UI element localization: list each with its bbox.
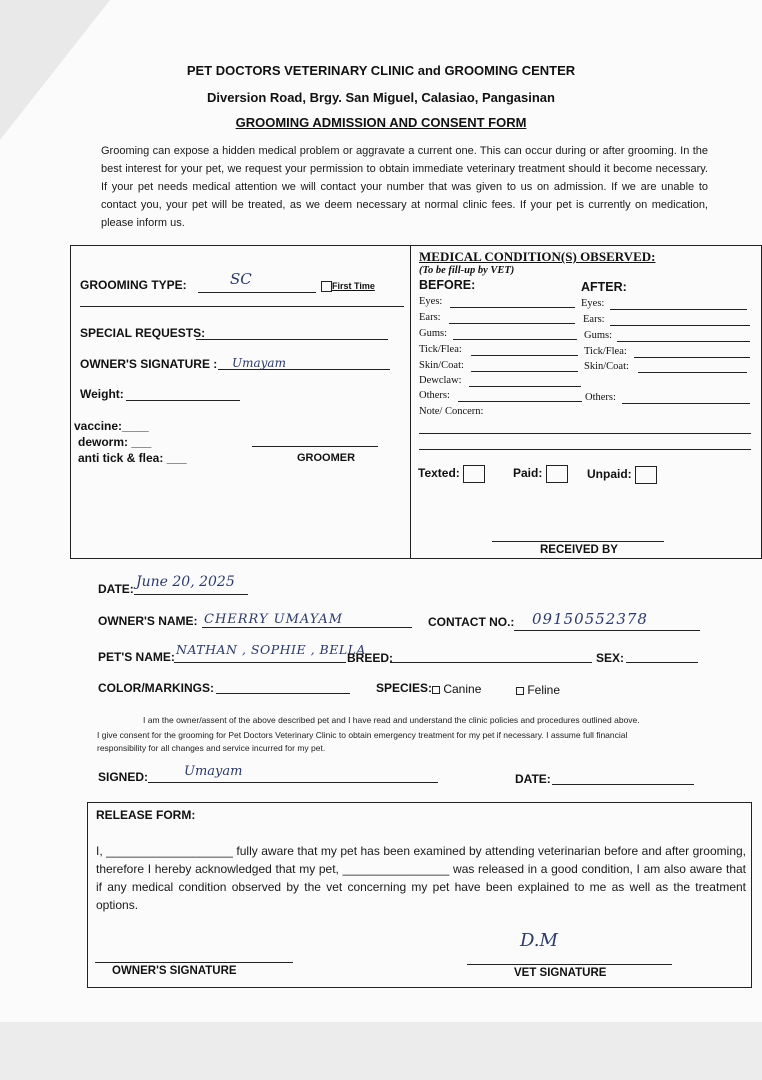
after-eyes-label: Eyes: xyxy=(581,298,605,309)
consent-line-3: responsibility for all changes and service incurred for my pet. xyxy=(97,743,326,753)
special-requests-label: SPECIAL REQUESTS: xyxy=(80,326,206,340)
signed-value[interactable]: Umayam xyxy=(184,764,243,779)
weight-line xyxy=(126,400,240,401)
paid-field[interactable] xyxy=(513,465,568,483)
after-tickflea-line xyxy=(634,357,750,358)
before-dewclaw-line xyxy=(469,386,581,387)
first-time-label: First Time xyxy=(332,281,375,291)
contact-label: CONTACT NO.: xyxy=(428,615,515,629)
species-feline-option[interactable] xyxy=(516,683,560,697)
color-markings-line xyxy=(216,693,350,694)
pet-name-value[interactable]: NATHAN , SOPHIE , BELLA xyxy=(176,642,366,657)
note-concern-label: Note/ Concern: xyxy=(419,406,484,417)
texted-label: Texted: xyxy=(418,466,460,481)
before-tickflea-label: Tick/Flea: xyxy=(419,344,462,355)
signed-line xyxy=(148,782,438,783)
clinic-name: PET DOCTORS VETERINARY CLINIC and GROOMING CENTER xyxy=(186,63,576,78)
vet-signature-line xyxy=(467,964,672,965)
texted-field[interactable] xyxy=(418,465,485,483)
before-tickflea-line xyxy=(471,355,578,356)
consent-line-2: I give consent for the grooming for Pet Doctors Veterinary Clinic to obtain emergency treatment for my pet if necessary. I assume full financial xyxy=(97,730,628,740)
after-eyes-line xyxy=(610,309,747,310)
medical-title: MEDICAL CONDITION(S) OBSERVED: xyxy=(419,249,656,264)
clinic-address: Diversion Road, Brgy. San Miguel, Calasiao, Pangasinan xyxy=(207,90,555,105)
contact-line xyxy=(514,630,700,631)
after-others-line xyxy=(622,403,750,404)
intro-paragraph: Grooming can expose a hidden medical problem or aggravate a current one. This can occur during or after grooming. In the best interest for your pet, we request your permission to obtain immediate veterinary treatment should it become necessary. If your pet needs medical attention we will contact your number that was given to us on admission. If we are unable to contact you, your pet will be treated, as we deem necessary at normal clinic fees. If your pet is currently on medication, please inform us. xyxy=(101,145,708,229)
consent-line-1: I am the owner/assent of the above described pet and I have read and understand the clinic policies and procedures outlined above. xyxy=(143,715,640,725)
after-skincoat-line xyxy=(638,372,747,373)
received-by-line xyxy=(492,541,664,542)
before-gums-line xyxy=(453,339,577,340)
species-label: SPECIES: xyxy=(376,681,433,695)
weight-label: Weight: xyxy=(80,387,124,401)
breed-line xyxy=(390,662,592,663)
color-markings-label: COLOR/MARKINGS: xyxy=(98,681,214,695)
before-dewclaw-label: Dewclaw: xyxy=(419,375,462,386)
panel-divider xyxy=(410,245,411,559)
signed-label: SIGNED: xyxy=(98,770,149,784)
vet-signature-label: VET SIGNATURE xyxy=(514,967,607,979)
after-skincoat-label: Skin/Coat: xyxy=(584,361,629,372)
unpaid-label: Unpaid: xyxy=(587,467,632,482)
species-canine-option[interactable] xyxy=(432,682,481,696)
pet-name-line xyxy=(174,662,346,663)
groomer-line xyxy=(252,446,378,447)
special-requests-line xyxy=(196,339,388,340)
after-tickflea-label: Tick/Flea: xyxy=(584,346,627,357)
canine-checkbox-icon[interactable] xyxy=(432,686,440,694)
release-title: RELEASE FORM: xyxy=(96,808,196,822)
feline-label: Feline xyxy=(527,683,561,697)
owner-name-value[interactable]: CHERRY UMAYAM xyxy=(204,612,344,627)
before-label: BEFORE: xyxy=(419,278,476,292)
feline-checkbox-icon[interactable] xyxy=(516,687,524,695)
deworm-label: deworm: ___ xyxy=(78,435,152,449)
before-ears-line xyxy=(449,323,575,324)
after-ears-line xyxy=(610,325,750,326)
after-ears-label: Ears: xyxy=(583,314,605,325)
after-gums-line xyxy=(617,341,750,342)
breed-label: BREED: xyxy=(347,651,394,665)
before-skincoat-label: Skin/Coat: xyxy=(419,360,464,371)
note-line-2 xyxy=(419,449,751,450)
paid-checkbox-icon[interactable] xyxy=(546,465,568,483)
grooming-type-line xyxy=(198,292,316,293)
owner-name-label: OWNER'S NAME: xyxy=(98,614,198,628)
vaccine-label: vaccine:____ xyxy=(74,419,149,433)
unpaid-field[interactable] xyxy=(587,466,657,484)
groomer-label: GROOMER xyxy=(297,452,356,464)
before-eyes-line xyxy=(450,307,575,308)
date-line xyxy=(134,594,248,595)
received-by-label: RECEIVED BY xyxy=(540,544,618,556)
release-body: I, ___________________ fully aware that my pet has been examined by attending veterinarian before and after grooming, therefore I hereby acknowledged that my pet, ________________ was released in a good condition, I am also aware that if any medical condition observed by the vet concerning my pet have been explained to me as well as the treatment options. xyxy=(96,844,746,912)
sex-line xyxy=(626,662,698,663)
anti-tick-label: anti tick & flea: ___ xyxy=(78,451,187,465)
canine-label: Canine xyxy=(443,682,482,696)
pet-name-label: PET'S NAME: xyxy=(98,650,175,664)
vet-signature-value[interactable]: D.M xyxy=(520,930,558,951)
paid-label: Paid: xyxy=(513,466,543,481)
consent-date-line xyxy=(552,784,694,785)
after-gums-label: Gums: xyxy=(584,330,613,341)
before-others-label: Others: xyxy=(419,390,450,401)
after-others-label: Others: xyxy=(585,392,616,403)
admission-box xyxy=(70,245,762,559)
texted-checkbox-icon[interactable] xyxy=(463,465,485,483)
medical-subtitle: (To be fill-up by VET) xyxy=(419,265,515,276)
sex-label: SEX: xyxy=(596,651,625,665)
date-label: DATE: xyxy=(98,582,134,596)
after-label: AFTER: xyxy=(581,280,627,294)
owner-name-line xyxy=(202,627,412,628)
before-ears-label: Ears: xyxy=(419,312,441,323)
scan-bottom-edge xyxy=(0,1022,762,1080)
before-skincoat-line xyxy=(471,371,578,372)
grooming-extra-line xyxy=(80,306,404,307)
consent-date-label: DATE: xyxy=(515,772,551,786)
owner-signature-label: OWNER'S SIGNATURE : xyxy=(80,357,218,371)
grooming-type-label: GROOMING TYPE: xyxy=(80,278,187,292)
unpaid-checkbox-icon[interactable] xyxy=(635,466,657,484)
owner-signature-value[interactable]: Umayam xyxy=(232,356,286,370)
before-gums-label: Gums: xyxy=(419,328,448,339)
owner-signature-release-label: OWNER'S SIGNATURE xyxy=(112,965,237,977)
before-eyes-label: Eyes: xyxy=(419,296,443,307)
first-time-checkbox[interactable] xyxy=(321,281,375,292)
form-title: GROOMING ADMISSION AND CONSENT FORM xyxy=(235,115,527,130)
owner-signature-release-line xyxy=(95,962,293,963)
date-value[interactable]: June 20, 2025 xyxy=(136,574,235,590)
before-others-line xyxy=(458,401,582,402)
first-time-check-icon[interactable] xyxy=(321,281,332,292)
note-line-1 xyxy=(419,433,751,434)
contact-value[interactable]: 09150552378 xyxy=(532,610,648,628)
grooming-type-value[interactable]: SC xyxy=(230,270,252,288)
